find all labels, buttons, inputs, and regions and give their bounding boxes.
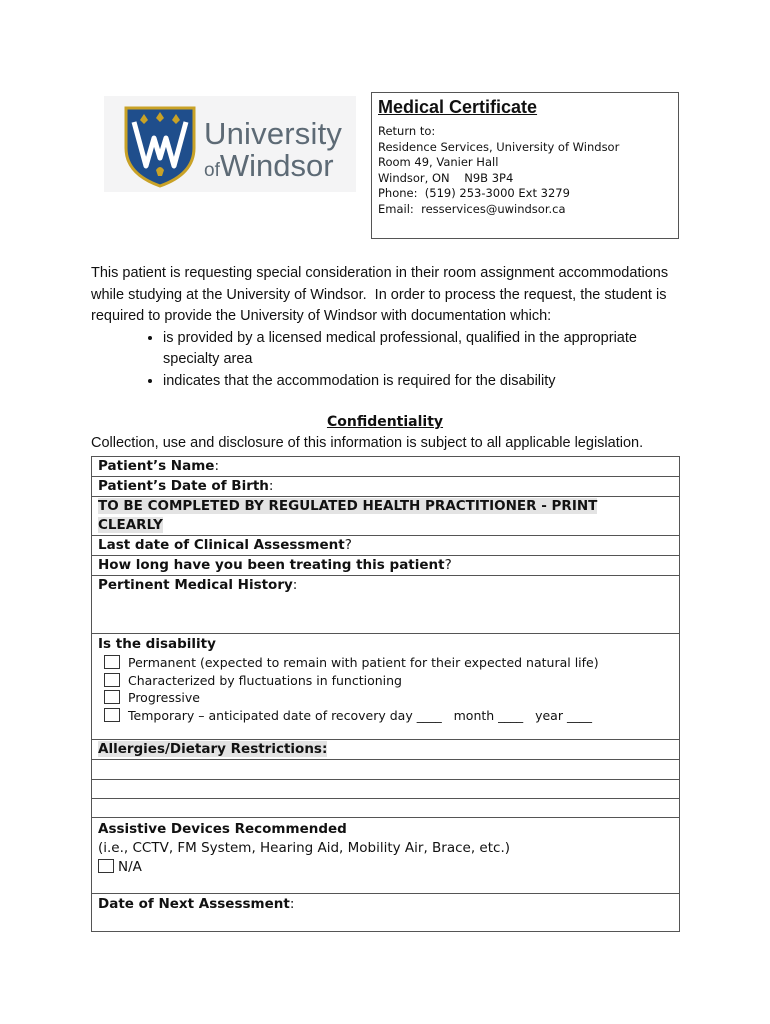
intro-paragraph: This patient is requesting special consideration in their room assignment accommodations while studying at the University of Windsor. In order to process the request, the student is required to provide the University of Windsor with documentation which: xyxy=(91,265,673,324)
medical-history-row[interactable]: Pertinent Medical History: xyxy=(92,575,679,633)
patient-name-row[interactable]: Patient’s Name: xyxy=(98,458,219,474)
intro-section xyxy=(91,263,691,392)
checkbox[interactable] xyxy=(104,673,120,687)
assistive-na-option[interactable]: N/A xyxy=(98,858,673,877)
next-assessment-label: Date of Next Assessment xyxy=(98,896,290,912)
return-department: Residence Services, University of Windsor xyxy=(378,139,620,154)
university-logo xyxy=(104,96,356,192)
requirements-list xyxy=(91,328,691,393)
allergies-label: Allergies/Dietary Restrictions: xyxy=(98,741,328,757)
shield-crest-icon xyxy=(122,102,198,188)
return-email: Email: resservices@uwindsor.ca xyxy=(378,201,566,216)
disability-option-fluctuating[interactable]: Characterized by fluctuations in functioning xyxy=(98,672,673,690)
medical-history-label: Pertinent Medical History xyxy=(98,577,293,593)
document-title: Medical Certificate xyxy=(378,97,538,117)
logo-text-windsor: ofWindsor xyxy=(204,148,334,183)
allergies-blank-row-2[interactable] xyxy=(92,779,679,798)
patient-dob-row[interactable]: Patient’s Date of Birth: xyxy=(92,476,679,496)
practitioner-header: TO BE COMPLETED BY REGULATED HEALTH PRACTITIONER - PRINT CLEARLY xyxy=(98,498,598,533)
disability-row xyxy=(92,633,679,739)
logo-text-university: University xyxy=(204,116,343,151)
list-item: • indicates that the accommodation is required for the disability xyxy=(163,371,691,393)
return-address-box xyxy=(371,92,679,239)
return-city: Windsor, ON N9B 3P4 xyxy=(378,170,514,185)
allergies-blank-row-1[interactable] xyxy=(92,759,679,779)
confidentiality-text: Collection, use and disclosure of this information is subject to all applicable legislation. xyxy=(91,435,644,451)
patient-dob-label: Patient’s Date of Birth xyxy=(98,478,269,494)
disability-option-temporary[interactable]: Temporary – anticipated date of recovery day ____ month ____ year ____ xyxy=(98,707,673,725)
last-assessment-label: Last date of Clinical Assessment xyxy=(98,537,345,553)
checkbox[interactable] xyxy=(104,655,120,669)
practitioner-header-row xyxy=(92,496,679,535)
checkbox[interactable] xyxy=(104,690,120,704)
patient-name-label: Patient’s Name xyxy=(98,458,215,474)
assistive-devices-title: Assistive Devices Recommended xyxy=(98,821,347,837)
return-to-label: Return to: xyxy=(378,124,436,138)
assistive-devices-row xyxy=(92,817,679,893)
checkbox[interactable] xyxy=(104,708,120,722)
confidentiality-heading: Confidentiality xyxy=(326,414,444,430)
last-assessment-row[interactable]: Last date of Clinical Assessment? xyxy=(92,535,679,555)
disability-option-progressive[interactable]: Progressive xyxy=(98,689,673,707)
return-phone: Phone: (519) 253-3000 Ext 3279 xyxy=(378,186,570,200)
checkbox[interactable] xyxy=(98,859,114,873)
treating-duration-label: How long have you been treating this patient xyxy=(98,557,445,573)
allergies-blank-row-3[interactable] xyxy=(92,798,679,817)
return-room: Room 49, Vanier Hall xyxy=(378,155,499,169)
treating-duration-row[interactable]: How long have you been treating this patient? xyxy=(92,555,679,575)
assistive-devices-examples: (i.e., CCTV, FM System, Hearing Aid, Mobility Air, Brace, etc.) xyxy=(98,840,511,856)
medical-form-table xyxy=(91,456,680,932)
allergies-row[interactable] xyxy=(92,739,679,759)
next-assessment-row[interactable]: Date of Next Assessment: xyxy=(92,893,679,931)
disability-title: Is the disability xyxy=(98,636,216,652)
disability-option-permanent[interactable]: Permanent (expected to remain with patient for their expected natural life) xyxy=(98,654,673,672)
list-item: • is provided by a licensed medical professional, qualified in the appropriate specialty area xyxy=(163,328,691,371)
